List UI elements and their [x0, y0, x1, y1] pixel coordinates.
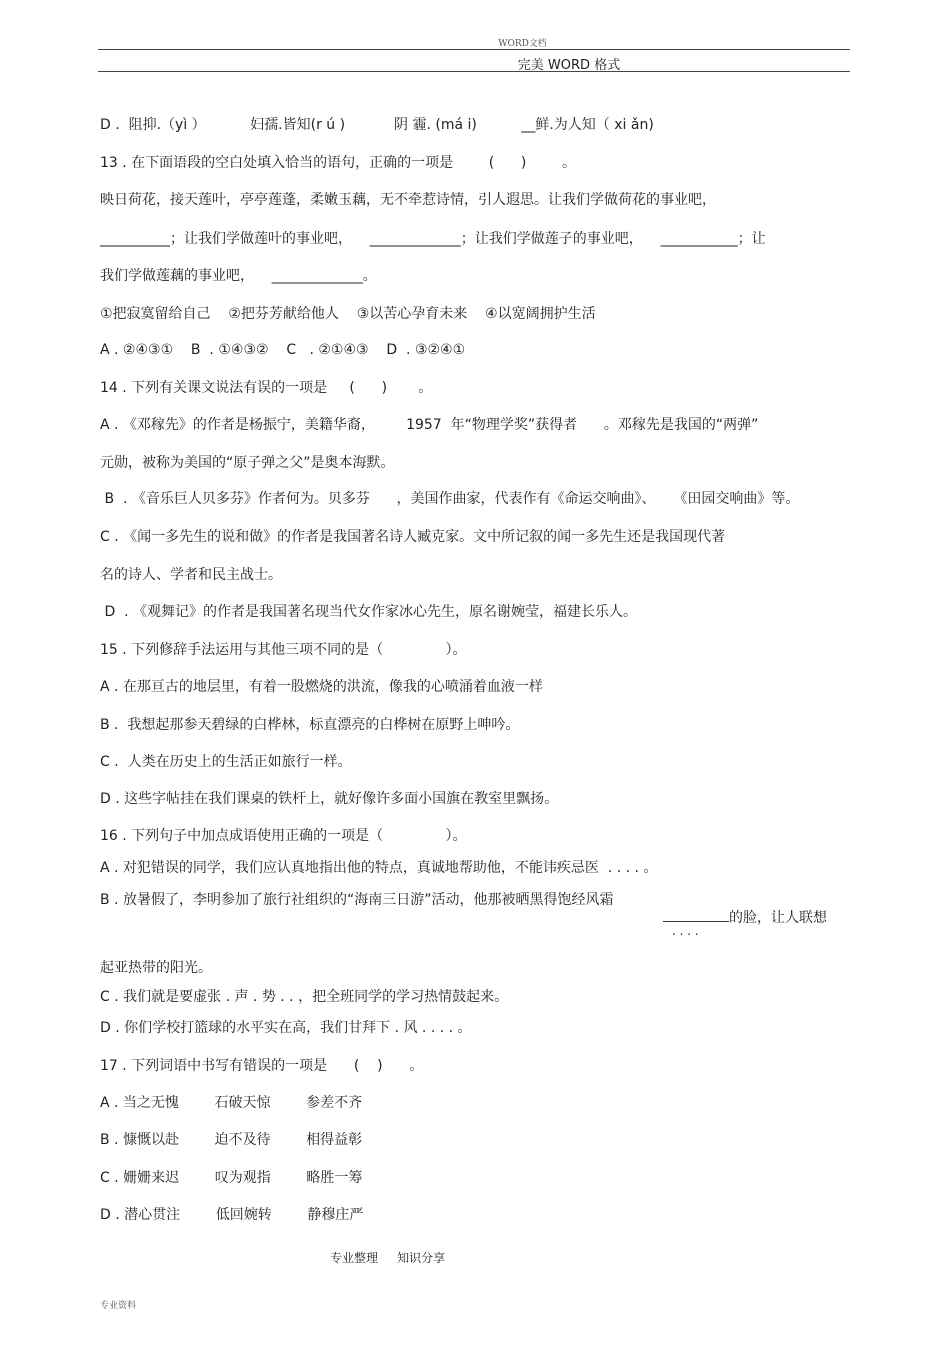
text-line: B . 放暑假了，李明参加了旅行社组织的“海南三日游”活动，他那被晒黑得饱经风霜 — [100, 892, 614, 908]
text-line: C . 人类在历史上的生活正如旅行一样。 — [100, 754, 352, 770]
header-subtitle: 完美 WORD 格式 — [517, 58, 621, 73]
option-b-continuation: 的脸，让人联想 — [663, 907, 827, 927]
emphasis-dots: . . . . — [672, 924, 699, 938]
text-line: D . 《观舞记》的作者是我国著名现当代女作家冰心先生，原名谢婉莹，福建长乐人。 — [100, 604, 638, 620]
text-line: D . 你们学校打篮球的水平实在高，我们甘拜下 . 风 . . . . 。 — [100, 1020, 472, 1036]
text-line: C . 《闻一多先生的说和做》的作者是我国著名诗人臧克家。文中所记叙的闻一多先生还是我国现代著 — [100, 529, 726, 545]
text-line: 14 . 下列有关课文说法有误的一项是 ( ) 。 — [100, 380, 433, 396]
text-line: 名的诗人、学者和民主战士。 — [100, 567, 282, 583]
text-line: 元勋，被称为美国的“原子弹之父”是奥本海默。 — [100, 455, 395, 471]
text-line: A . ②④③① B . ①④③② C . ②①④③ D . ③②④① — [100, 342, 466, 358]
footer-center: 专业整理 知识分享 — [330, 1251, 446, 1265]
header-top: WORD文档 — [498, 39, 547, 49]
text-line: 起亚热带的阳光。 — [100, 960, 212, 976]
header-rule-1 — [98, 49, 850, 50]
text-line: C . 姗姗来迟 叹为观指 略胜一筹 — [100, 1170, 363, 1186]
header-rule-2 — [98, 71, 850, 72]
text-line: D . 潜心贯注 低回婉转 静穆庄严 — [100, 1207, 364, 1223]
text-line: B . 我想起那参天碧绿的白桦林，标直漂亮的白桦树在原野上呻吟。 — [100, 717, 520, 733]
text-line: D . 阻抑.（yì ） 妇孺.皆知(r ú ) 阴 霾. (má i) __鲜.为人知（ xi ǎn) — [100, 117, 654, 133]
text-line: 17 . 下列词语中书写有错误的一项是 ( ) 。 — [100, 1058, 424, 1074]
text-line: D . 这些字帖挂在我们课桌的铁杆上，就好像许多面小国旗在教室里飘扬。 — [100, 791, 559, 807]
text-line: 映日荷花，接天莲叶，亭亭莲蓬，柔嫩玉藕，无不牵惹诗情，引人遐思。让我们学做荷花的事业吧， — [100, 192, 716, 208]
text-line: C . 我们就是要虚张 . 声 . 势 . . ，把全班同学的学习热情鼓起来。 — [100, 989, 509, 1005]
text-line: A . 在那亘古的地层里，有着一股燃烧的洪流，像我的心喷涌着血液一样 — [100, 679, 543, 695]
text-line: ①把寂寞留给自己 ②把芬芳献给他人 ③以苦心孕育未来 ④以宽阔拥护生活 — [100, 306, 596, 322]
text-line: B . 《音乐巨人贝多芬》作者何为。贝多芬 ，美国作曲家，代表作有《命运交响曲》、 《田园交响曲》等。 — [100, 491, 800, 507]
text-line: 16 . 下列句子中加点成语使用正确的一项是（ ）。 — [100, 828, 467, 844]
text-line: A . 《邓稼先》的作者是杨振宁，美籍华裔， 1957 年“物理学奖”获得者 。邓稼先是我国的“两弹” — [100, 417, 759, 433]
text-line: A . 对犯错误的同学，我们应认真地指出他的特点，真诚地帮助他，不能讳疾忌医 . . . . 。 — [100, 860, 658, 876]
text-line: 15 . 下列修辞手法运用与其他三项不同的是（ ）。 — [100, 642, 467, 658]
text-line: __________；让我们学做莲叶的事业吧， _____________；让我们学做莲子的事业吧， ___________；让 — [100, 231, 766, 247]
text-line: B . 慷慨以赴 迫不及待 相得益彰 — [100, 1132, 363, 1148]
text-line: A . 当之无愧 石破天惊 参差不齐 — [100, 1095, 363, 1111]
footer-left: 专业资料 — [100, 1301, 137, 1311]
text-line: 13 . 在下面语段的空白处填入恰当的语句，正确的一项是 ( ) 。 — [100, 155, 576, 171]
text-line: 我们学做莲藕的事业吧， _____________。 — [100, 268, 377, 284]
